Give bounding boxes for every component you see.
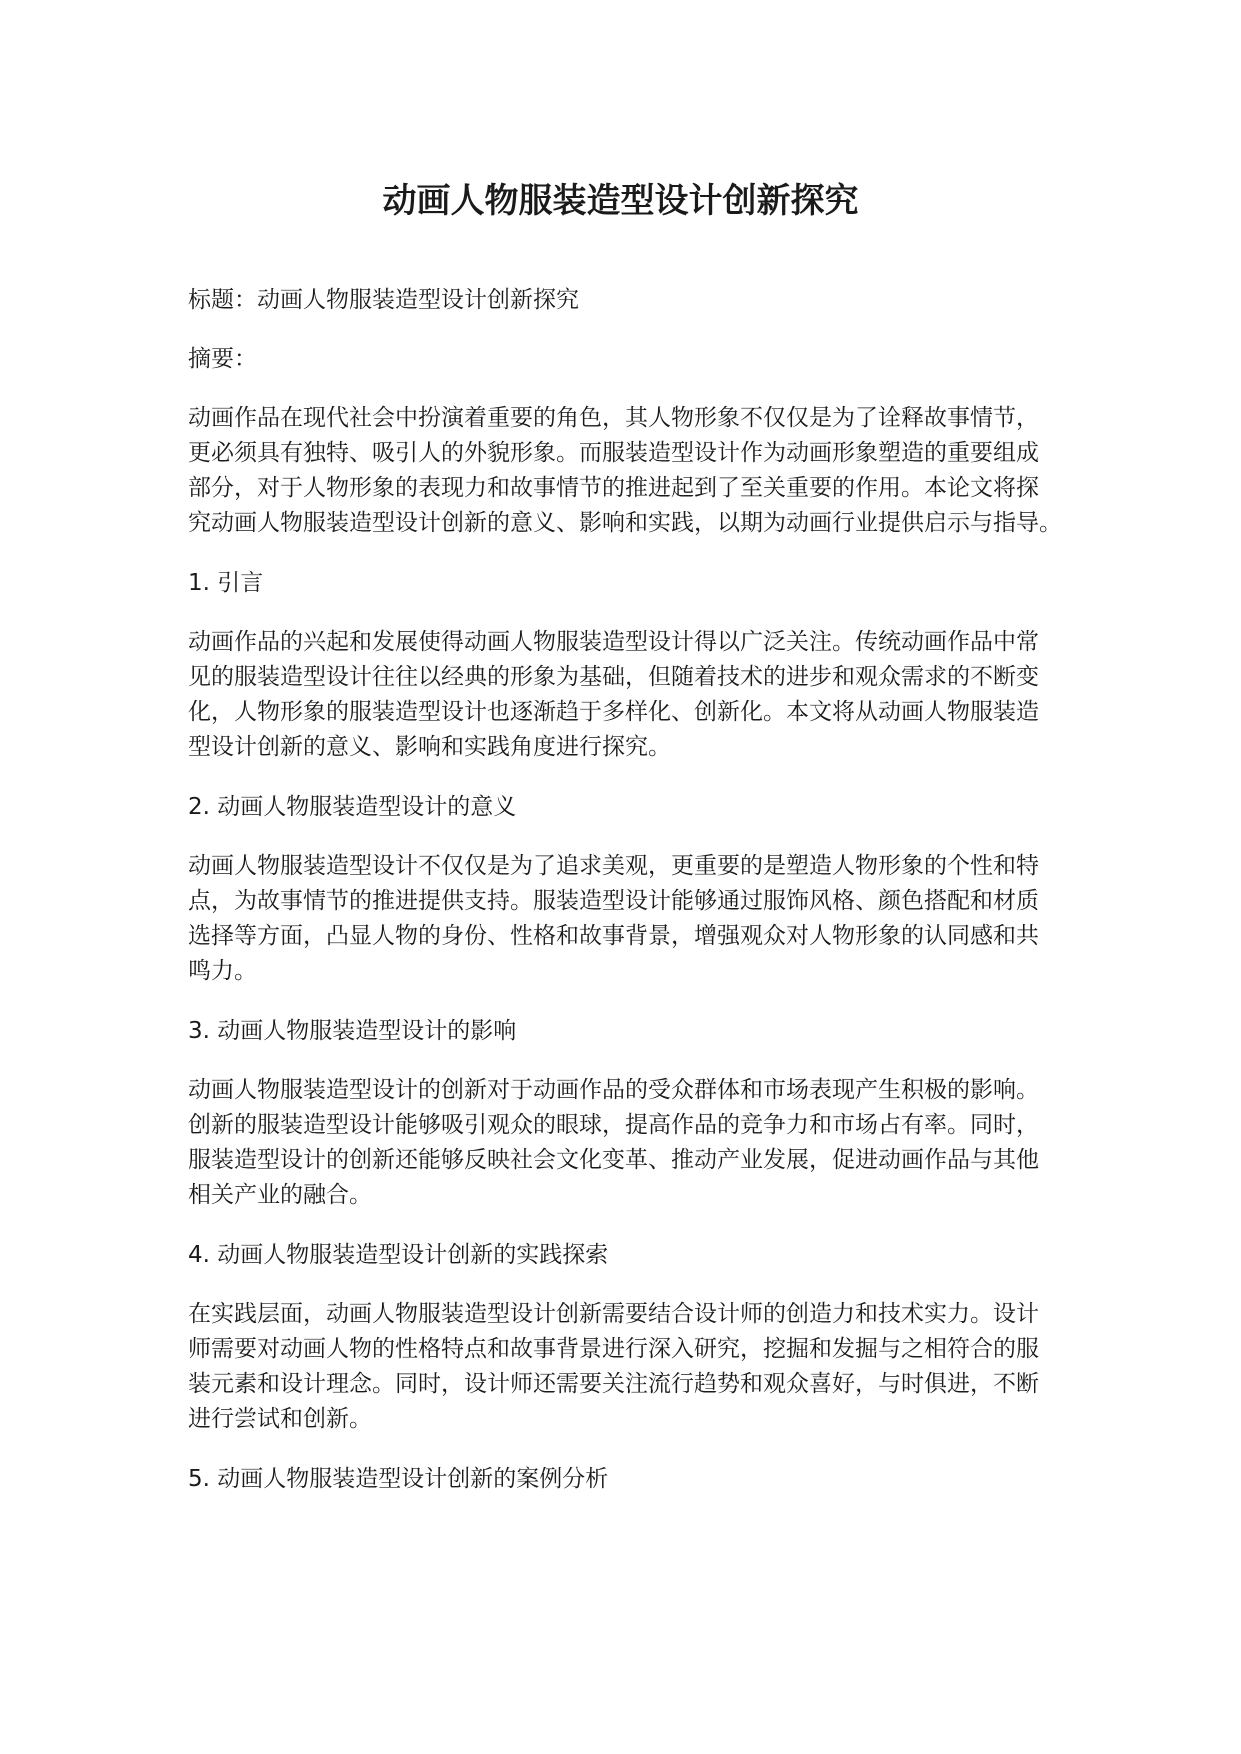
title-label: 标题：动画人物服装造型设计创新探究 bbox=[188, 287, 579, 313]
paragraph-line: 点，为故事情节的推进提供支持。服装造型设计能够通过服饰风格、颜色搭配和材质 bbox=[188, 888, 1039, 914]
paragraph-line: 选择等方面，凸显人物的身份、性格和故事背景，增强观众对人物形象的认同感和共 bbox=[188, 923, 1039, 949]
paragraph-line: 动画作品的兴起和发展使得动画人物服装造型设计得以广泛关注。传统动画作品中常 bbox=[188, 629, 1039, 655]
section-paragraph bbox=[188, 849, 1063, 989]
section-heading: 1. 引言 bbox=[188, 570, 264, 596]
paragraph-line: 鸣力。 bbox=[188, 958, 257, 984]
document-body bbox=[188, 283, 1063, 1521]
paragraph-line: 更必须具有独特、吸引人的外貌形象。而服装造型设计作为动画形象塑造的重要组成 bbox=[188, 440, 1039, 466]
paragraph-line: 进行尝试和创新。 bbox=[188, 1406, 372, 1432]
paragraph-line: 究动画人物服装造型设计创新的意义、影响和实践，以期为动画行业提供启示与指导。 bbox=[188, 510, 1062, 536]
section-paragraph bbox=[188, 1073, 1063, 1213]
paragraph-line: 装元素和设计理念。同时，设计师还需要关注流行趋势和观众喜好，与时俱进，不断 bbox=[188, 1371, 1039, 1397]
paragraph-line: 部分，对于人物形象的表现力和故事情节的推进起到了至关重要的作用。本论文将探 bbox=[188, 475, 1039, 501]
paragraph-line: 创新的服装造型设计能够吸引观众的眼球，提高作品的竞争力和市场占有率。同时， bbox=[188, 1112, 1039, 1138]
section-heading: 2. 动画人物服装造型设计的意义 bbox=[188, 794, 517, 820]
paragraph-line: 动画人物服装造型设计的创新对于动画作品的受众群体和市场表现产生积极的影响。 bbox=[188, 1077, 1039, 1103]
paragraph-line: 师需要对动画人物的性格特点和故事背景进行深入研究，挖掘和发掘与之相符合的服 bbox=[188, 1336, 1039, 1362]
paragraph-line: 在实践层面，动画人物服装造型设计创新需要结合设计师的创造力和技术实力。设计 bbox=[188, 1301, 1039, 1327]
paragraph-line: 型设计创新的意义、影响和实践角度进行探究。 bbox=[188, 734, 671, 760]
paragraph-line: 化，人物形象的服装造型设计也逐渐趋于多样化、创新化。本文将从动画人物服装造 bbox=[188, 699, 1039, 725]
abstract-label: 摘要： bbox=[188, 346, 257, 372]
page-title: 动画人物服装造型设计创新探究 bbox=[382, 181, 859, 221]
section-paragraph bbox=[188, 625, 1063, 765]
paragraph-line: 服装造型设计的创新还能够反映社会文化变革、推动产业发展，促进动画作品与其他 bbox=[188, 1147, 1039, 1173]
section-heading: 5. 动画人物服装造型设计创新的案例分析 bbox=[188, 1466, 609, 1492]
paragraph-line: 动画人物服装造型设计不仅仅是为了追求美观，更重要的是塑造人物形象的个性和特 bbox=[188, 853, 1039, 879]
section-paragraph bbox=[188, 1297, 1063, 1437]
section-heading: 3. 动画人物服装造型设计的影响 bbox=[188, 1018, 517, 1044]
section-heading: 4. 动画人物服装造型设计创新的实践探索 bbox=[188, 1242, 609, 1268]
paragraph-line: 见的服装造型设计往往以经典的形象为基础，但随着技术的进步和观众需求的不断变 bbox=[188, 664, 1039, 690]
abstract-paragraph bbox=[188, 401, 1063, 541]
paragraph-line: 相关产业的融合。 bbox=[188, 1182, 372, 1208]
paragraph-line: 动画作品在现代社会中扮演着重要的角色，其人物形象不仅仅是为了诠释故事情节， bbox=[188, 405, 1039, 431]
